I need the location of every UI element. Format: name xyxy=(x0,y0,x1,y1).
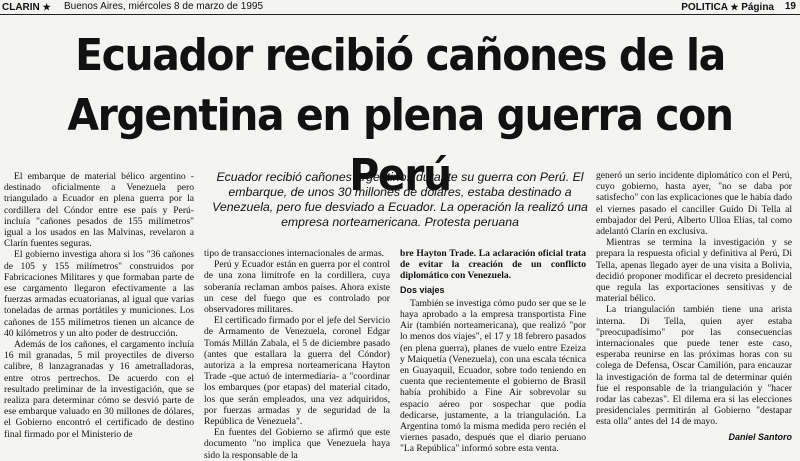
paragraph: tipo de transacciones internacionales de armas. xyxy=(204,248,385,259)
star-icon: ★ xyxy=(730,2,739,12)
headline-line-1: Ecuador recibió cañones de la xyxy=(75,30,725,81)
paragraph: bre Hayton Trade. La aclaración oficial trata de evitar la creación de un conflicto diplomático con Venezuela. xyxy=(400,248,586,282)
page-header xyxy=(0,0,800,15)
paragraph: La triangulación también tiene una arista interna. Di Tella, quien ayer estaba "preocupadísimo" por las consecuencias internacionales que puede tener este caso, esperaba reunirse en las próximas horas con su colega de Defensa, Oscar Camilión, para encauzar la investigación de forma tal de determinar quién fue el responsable de la triangulación y "hacer rodar las cabezas". El dilema era si las elecciones presidenciales permitirán al Gobierno "destapar esta olla" antes del 14 de mayo. xyxy=(596,304,792,428)
paragraph: generó un serio incidente diplomático con el Perú, cuyo gobierno, hasta ayer, "no se daba por satisfecho" con las explicaciones que le había dado el viernes pasado el canciller Guido Di Tella al embajador del Perú, Alberto Ulloa Elías, tal como adelantó Clarín en exclusiva. xyxy=(596,170,792,238)
byline: Daniel Santoro xyxy=(728,431,792,442)
section-label: POLITICA ★ Página xyxy=(681,2,774,13)
deck-summary: Ecuador recibió cañones argentinos durante su guerra con Perú. El embarque, de unos 30 millones de dólares, estaba destinado a Venezuela, pero fue desviado a Ecuador. La operación la realizó una empresa norteamericana. Protesta peruana xyxy=(212,170,588,229)
article-column-3 xyxy=(400,248,586,455)
page-number: 19 xyxy=(784,1,796,12)
paragraph: Además de los cañones, el cargamento incluía 16 mil granadas, 5 mil proyectiles de diverso calibre, 8 lanzagranadas y 16 ametralladoras, entre otros pertrechos. De acuerdo con el resultado preliminar de la investigación, que se realiza para determinar cómo se desvió parte de ese embarque valuado en 30 millones de dólares, el Gobierno encontró el certificado de destino final firmado por el Ministerio de xyxy=(4,339,194,440)
dateline: Buenos Aires, miércoles 8 de marzo de 1995 xyxy=(64,1,263,12)
paragraph: El gobierno investiga ahora si los "36 cañones de 105 y 155 milímetros" construidos por Fabricaciones Militares y que formaban parte de ese cargamento llegaron efectivamente a las fuerzas armadas ecuatorianas, al igual que varias toneladas de armas portátiles y municiones. Los cañones de 155 milímetros tienen un alcance de 40 kilómetros y un alto poder de destrucción. xyxy=(4,249,194,339)
subheading: Dos viajes xyxy=(400,284,445,295)
paragraph: Mientras se termina la investigación y se prepara la respuesta oficial y definitiva al Perú, Di Tella, apenas llegado ayer de una visita a Bolivia, decidió proponer modificar el decreto presidencial que regula las exportaciones sensitivas y de material bélico. xyxy=(596,237,792,305)
article-column-2 xyxy=(204,248,390,461)
paragraph: El embarque de material bélico argentino -destinado oficialmente a Venezuela pero triangulado a Ecuador en plena guerra por la cordillera del Cóndor entre ese país y Perú- incluía "cañones pesados de 155 milímetros" igual a los usados en las Malvinas, revelaron a Clarín fuentes seguras. xyxy=(4,171,194,250)
masthead: CLARIN ★ xyxy=(2,2,51,13)
paragraph: El certificado firmado por el jefe del Servicio de Armamento de Venezuela, coronel Edgar Tomás Millán Zabala, el 5 de diciembre pasado (antes que estallara la guerra del Cóndor) autoriza a la empresa norteamericana Hayton Trade -que actuó de intermediaria- a "coordinar los embarques (por etapas) del material citado, los que serán empleados, una vez adquiridos, por fuerzas armadas y de seguridad de la República de Venezuela". xyxy=(204,315,390,428)
headline-line-2: Argentina en plena guerra con Perú xyxy=(67,90,733,201)
paragraph: También se investiga cómo pudo ser que se le haya aprobado a la empresa transportista Fine Air (también norteamericana), que realizó "por lo menos dos viajes", el 17 y 18 febrero pasados (en plena guerra), planes de vuelo entre Ezeiza y Maiquetía (Venezuela), con una escala técnica en Guayaquil, Ecuador, sobre todo teniendo en cuenta que recientemente el gobierno de Brasil había prohibido a Fine Air sobrevolar su espacio aéreo por sospechar que podía dedicarse, justamente, a la triangulación. La Argentina tomó la misma medida pero recién el viernes pasado, después que el diario peruano "La República" informó sobre esta venta. xyxy=(400,297,586,455)
star-icon: ★ xyxy=(42,2,51,12)
article-column-4 xyxy=(596,170,792,443)
paragraph: En fuentes del Gobierno se afirmó que este documento "no implica que Venezuela haya sido la responsable de la xyxy=(204,427,390,461)
article-column-1 xyxy=(4,170,194,440)
paragraph: Perú y Ecuador están en guerra por el control de una zona limítrofe en la cordillera, cuya soberanía reclaman ambos países. Ahora existe un cese del fuego que es controlado por observadores militares. xyxy=(204,259,390,316)
